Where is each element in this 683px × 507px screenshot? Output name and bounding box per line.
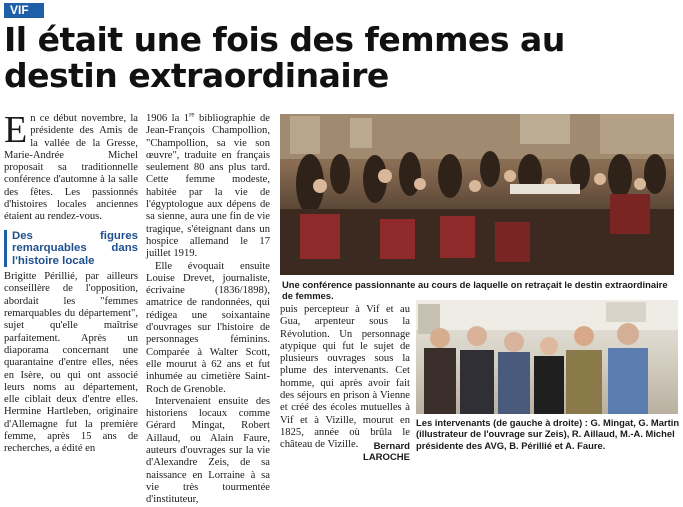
superscript: re xyxy=(189,110,195,119)
article-column-1 xyxy=(4,109,138,456)
body-paragraph-zeis: puis percepteur à Vif et au Gua, arpenteur sous la Révolution. Un personnage atypique qui fut le sujet de plusieurs ouvrages sous la plume des intervenants. Cet homme, qui après avoir fait des séjours en prison à Vienne et créé des écoles mutuelles à Vif et à Vizille, mourut en 1825, année où brûla le château de Vizille. xyxy=(280,304,410,451)
article-column-2 xyxy=(146,110,270,507)
intro-text: n ce début novembre, la présidente des Amis de la vallée de la Gresse, Marie-Andrée Michel proposait sa traditionnelle conférence d'automne à la salle des fêtes. Les passionnés d'histoires locales anciennes étaient au rendez-vous. xyxy=(4,113,138,223)
byline: Bernard LAROCHE xyxy=(363,441,410,463)
text-run: 1906 la 1 xyxy=(146,113,190,124)
photo-caption-audience: Une conférence passionnante au cours de laquelle on retraçait le destin extraordinaire de femmes. xyxy=(282,279,668,302)
intro-paragraph xyxy=(4,109,138,224)
section-tag: VIF xyxy=(4,3,44,18)
body-paragraph-historians: Intervenaient ensuite des historiens locaux comme Gérard Mingat, Robert Aillaud, ou Alain Faure, auteurs d'ouvrages sur la vie d'Alexandre Zeis, de sa naissance en Lorraine à sa vie très tourmentée d'instituteur, xyxy=(146,395,270,506)
body-paragraph-bibliography xyxy=(146,110,270,261)
body-paragraph: Brigitte Périllié, par ailleurs conseillère de l'opposition, abordait les "femmes remarquables du département", sujet qu'elle maîtrise parfaitement. Après un diaporama concernant une quarantaine d'entre elles, nées en Isère, ou qui ont associé leurs noms au département, elle ciblait deux d'entre elles. Hermine Hartleben, originaire d'Allemagne fut la première femme, après 15 ans de recherches, a édité en xyxy=(4,271,138,455)
subheading: Des figures remarquables dans l'histoire locale xyxy=(4,230,138,268)
text-run: bibliographie de Jean-François Champollion, "Champollion, sa vie son œuvre", traduite en français seulement 80 ans plus tard. Cette femme modeste, habitée par la vie de l'égyptologue aux dépens de sa sienne, aura une fin de vie tragique, s'éteignant dans un hospice allemand le 17 juillet 1919. xyxy=(146,113,270,260)
conference-audience-photo xyxy=(280,114,674,275)
speakers-group-photo xyxy=(416,300,678,414)
drop-cap: E xyxy=(4,109,28,151)
article-column-3 xyxy=(280,304,410,452)
headline: Il était une fois des femmes au destin extraordinaire xyxy=(4,20,565,95)
photo-caption-speakers: Les intervenants (de gauche à droite) : G. Mingat, G. Martin (illustrateur de l'ouvrage sur Zeis), R. Aillaud, M.-A. Michel présidente des AVG, B. Périllié et A. Faure. xyxy=(416,417,680,451)
body-paragraph-drevet: Elle évoquait ensuite Louise Drevet, journaliste, écrivaine (1836/1898), amatrice de randonnées, qui rédigea une soixantaine d'ouvrages sur l'histoire de personnages féminins. Comparée à Walter Scott, elle mourut à 62 ans et fut inhumée au cimetière Saint-Roch de Grenoble. xyxy=(146,260,270,395)
